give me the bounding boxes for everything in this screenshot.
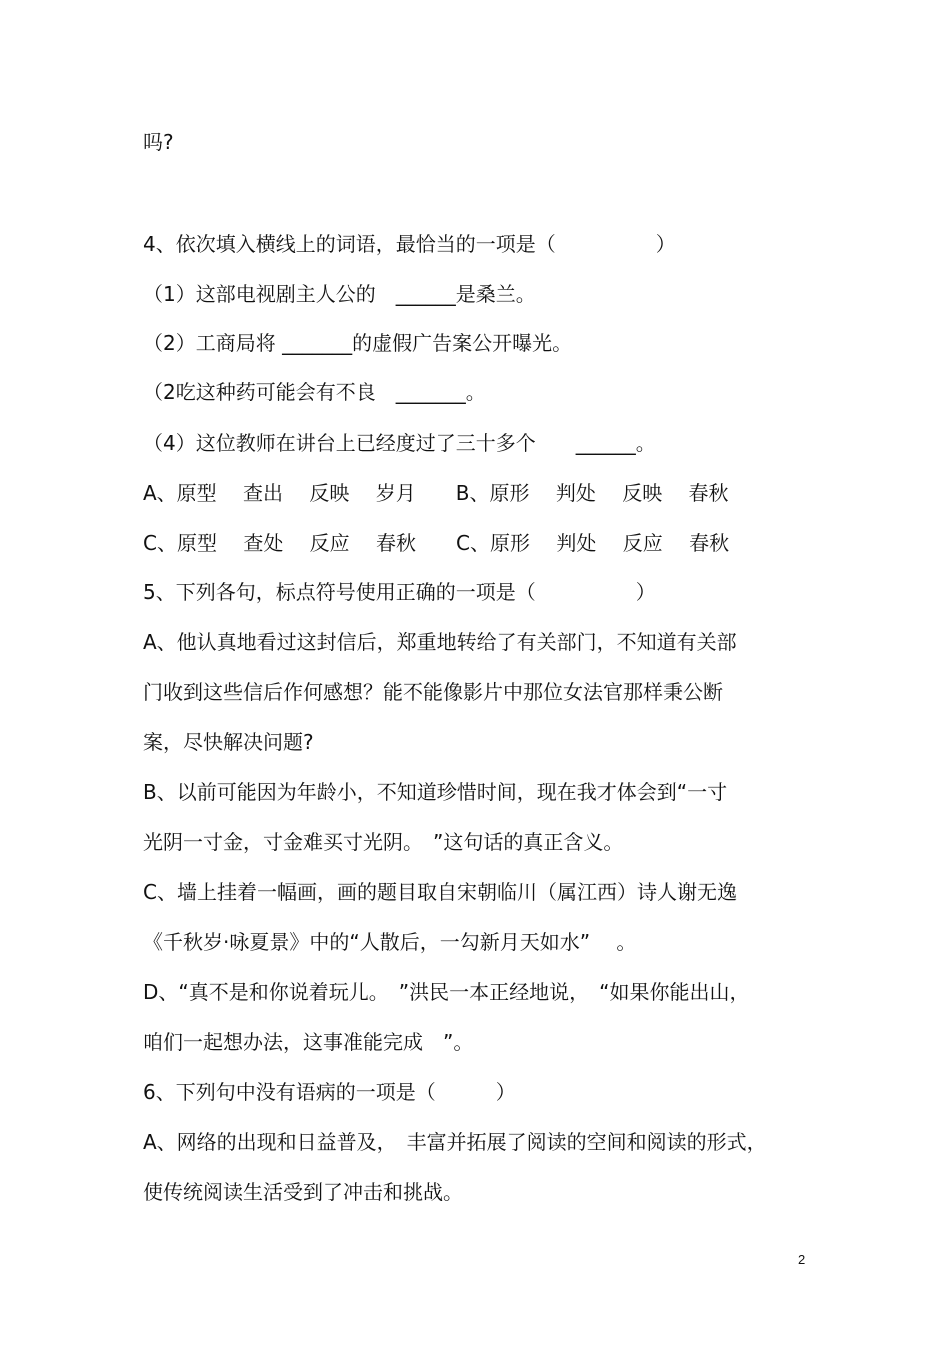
question-4-item-4: （4）这位教师在讲台上已经度过了三十多个 ______。 — [143, 431, 656, 455]
question-4-item-2: （2）工商局将 _______的虚假广告案公开曝光。 — [143, 331, 573, 355]
question-5-option-line-5: 光阴一寸金，寸金难买寸光阴。 ”这句话的真正含义。 — [143, 830, 624, 854]
question-4-stem: 4、依次填入横线上的词语，最恰当的一项是（ ） — [143, 232, 676, 256]
question-4-options-row-2: C、原型 查处 反应 春秋 C、原形 判处 反应 春秋 — [143, 531, 730, 555]
question-6-option-line-1: A、网络的出现和日益普及， 丰富并拓展了阅读的空间和阅读的形式， — [143, 1130, 767, 1154]
page-number: 2 — [798, 1252, 806, 1267]
question-5-option-line-1: A、他认真地看过这封信后，郑重地转给了有关部门，不知道有关部 — [143, 630, 737, 654]
question-5-option-line-6: C、墙上挂着一幅画，画的题目取自宋朝临川（属江西）诗人谢无逸 — [143, 880, 737, 904]
question-5-option-line-8: D、“真不是和你说着玩儿。 ”洪民一本正经地说， “如果你能出山， — [143, 980, 750, 1004]
question-6-stem: 6、下列句中没有语病的一项是（ ） — [143, 1080, 516, 1104]
question-5-option-line-3: 案，尽快解决问题? — [143, 730, 314, 754]
question-5-option-line-9: 咱们一起想办法，这事准能完成 ”。 — [143, 1030, 474, 1054]
question-4-item-3: （2吃这种药可能会有不良 _______。 — [143, 380, 486, 404]
question-5-option-line-2: 门收到这些信后作何感想？能不能像影片中那位女法官那样秉公断 — [143, 680, 723, 704]
question-5-stem: 5、下列各句，标点符号使用正确的一项是（ ） — [143, 580, 656, 604]
question-4-options-row-1: A、原型 查出 反映 岁月 B、原形 判处 反映 春秋 — [143, 481, 729, 505]
question-5-option-line-7: 《千秋岁·咏夏景》中的“人散后，一勾新月天如水” 。 — [143, 930, 637, 954]
question-4-item-1: （1）这部电视剧主人公的 ______是桑兰。 — [143, 282, 536, 306]
question-6-option-line-2: 使传统阅读生活受到了冲击和挑战。 — [143, 1180, 463, 1204]
continuation-text: 吗? — [143, 130, 174, 154]
question-5-option-line-4: B、以前可能因为年龄小，不知道珍惜时间，现在我才体会到“一寸 — [143, 780, 728, 804]
